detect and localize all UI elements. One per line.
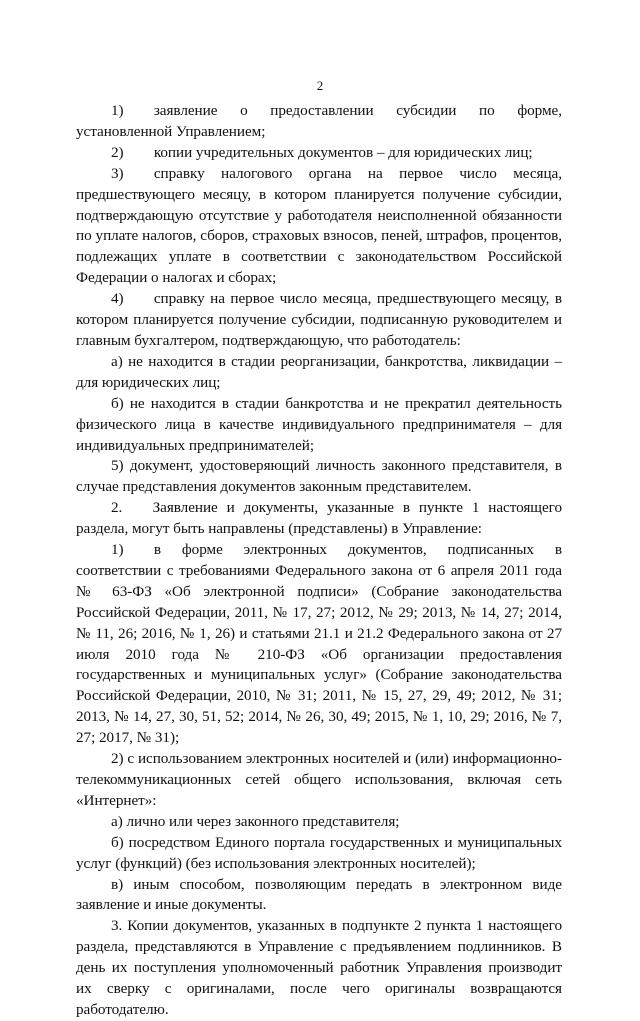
paragraph-item-1: 1) заявление о предоставлении субсидии по форме, установленной Управлением; [76, 102, 562, 140]
page-number: 2 [316, 78, 324, 93]
paragraph-item-4: 4) справку на первое число месяца, предшествующего месяцу, в котором планируется получение субсидии, подписанную руководителем и главным бухгалтером, подтверждающую, что работодатель: [76, 290, 562, 349]
paragraph-section-2-item-2: 2) с использованием электронных носителей и (или) информационно-телекоммуникационных сетей общего использования, включая сеть «Интернет»: [76, 750, 562, 809]
paragraph-section-3: 3. Копии документов, указанных в подпункте 2 пункта 1 настоящего раздела, представляются в Управление с предъявлением подлинников. В день их поступления уполномоченный работник Управления производит их сверку с оригиналами, после чего оригиналы возвращаются работодателю. [76, 917, 562, 1018]
paragraph-section-2-subitem-b: б) посредством Единого портала государственных и муниципальных услуг (функций) (без использования электронных носителей); [76, 833, 562, 872]
paragraph-section-2: 2. Заявление и документы, указанные в пункте 1 настоящего раздела, могут быть направлены (представлены) в Управление: [76, 499, 562, 538]
paragraph-subitem-b: б) не находится в стадии банкротства и не прекратил деятельность физического лица в качестве индивидуального предпринимателя – для индивидуальных предпринимателей; [76, 394, 562, 454]
paragraph-section-2-subitem-c: в) иным способом, позволяющим передать в электронном виде заявление и иные документы. [76, 875, 562, 914]
paragraph-item-3: 3) справку налогового органа на первое число месяца, предшествующего месяцу, в котором планируется получение субсидии, подтверждающую отсутствие у работодателя неисполненной обязанности по уплате налогов, сборов, страховых взносов, пеней, штрафов, процентов, подлежащих уплате в соответствии с законодательством Российской Федерации о налогах и сборах; [76, 164, 562, 287]
paragraph-section-2-item-1: 1) в форме электронных документов, подписанных в соответствии с требованиями Федерального закона от 6 апреля 2011 года № 63-ФЗ «Об электронной подписи» (Собрание законодательства Российской Федерации, 2011, № 17, 27; 2012, № 29; 2013, № 14, 27; 2014, № 11, 26; 2016, № 1, 26) и статьями 21.1 и 21.2 Федерального закона от 27 июля 2010 года № 210-ФЗ «Об организации предоставления государственных и муниципальных услуг» (Собрание законодательства Российской Федерации, 2010, № 31; 2011, № 15, 27, 29, 49; 2012, № 31; 2013, № 14, 27, 30, 51, 52; 2014, № 26, 30, 49; 2015, № 1, 10, 29; 2016, № 7, 27; 2017, № 31); [76, 541, 562, 747]
document-body [76, 101, 562, 1021]
paragraph-item-2: 2) копии учредительных документов – для юридических лиц; [111, 143, 533, 161]
paragraph-item-5: 5) документ, удостоверяющий личность законного представителя, в случае представления документов законным представителем. [76, 457, 562, 496]
paragraph-subitem-a: а) не находится в стадии реорганизации, банкротства, ликвидации – для юридических лиц; [76, 352, 562, 391]
paragraph-section-2-subitem-a: а) лично или через законного представителя; [111, 812, 400, 830]
